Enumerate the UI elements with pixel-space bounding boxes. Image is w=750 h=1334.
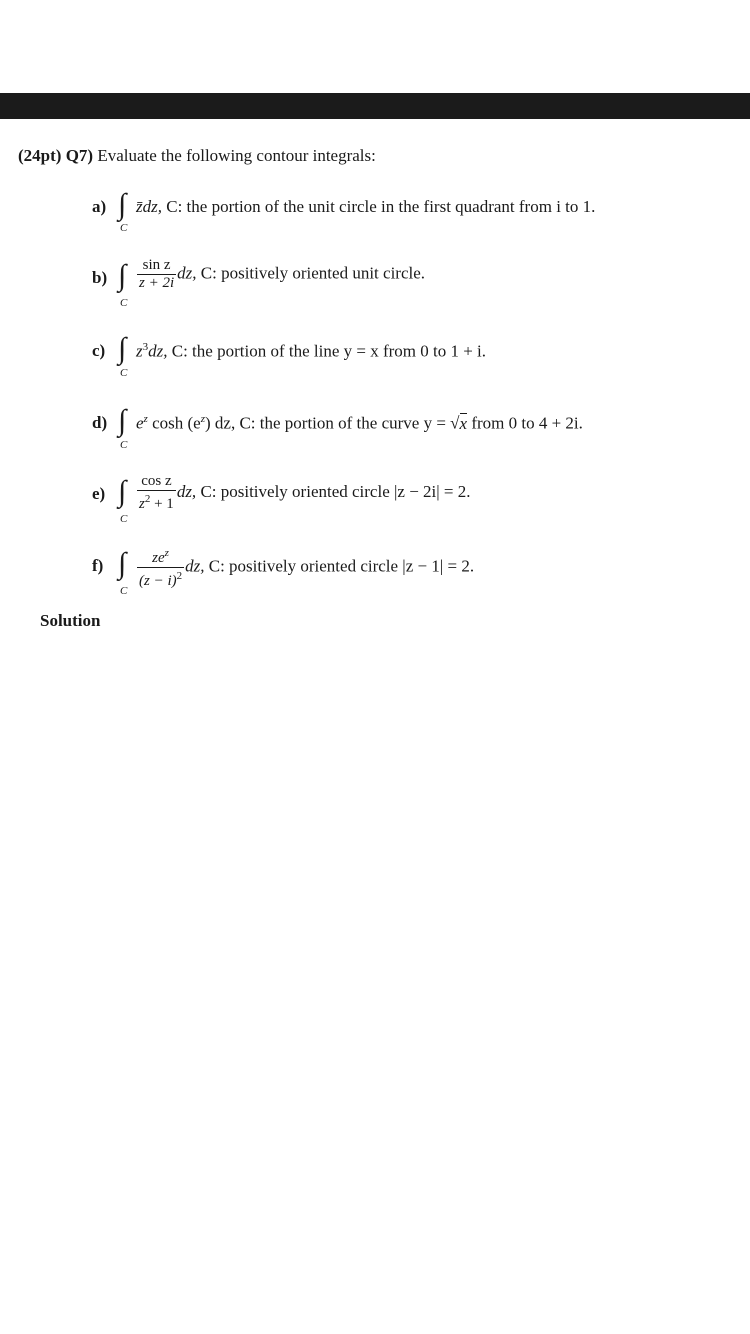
contour-subscript: C	[120, 585, 128, 597]
question-prompt: Evaluate the following contour integrals:	[97, 146, 376, 165]
numerator-exponent: z	[164, 547, 169, 559]
numerator	[137, 545, 184, 568]
item-label: a)	[92, 197, 107, 216]
integral-sign: ∫	[118, 332, 127, 365]
denominator-exponent: 2	[176, 570, 183, 582]
integrand-exponent: z	[143, 413, 148, 425]
differential: dz,	[185, 556, 205, 576]
denominator-rest: + 1	[150, 496, 174, 512]
contour-description-start: C: the portion of the curve y =	[239, 413, 446, 433]
integral-expression	[136, 545, 474, 590]
item-label: e)	[92, 484, 106, 503]
denominator-base: z	[139, 496, 145, 512]
contour-description: C: positively oriented circle |z − 2i| = 2.	[200, 481, 471, 501]
contour-subscript: C	[120, 513, 128, 525]
integral-sign: ∫	[118, 259, 127, 292]
contour-description: C: positively oriented circle |z − 1| = 2.	[208, 556, 475, 576]
sqrt-symbol: √	[450, 413, 460, 433]
denominator-exponent: 2	[144, 493, 151, 505]
integrand-tail: ) dz,	[204, 413, 236, 433]
numerator: sin z	[137, 257, 176, 275]
integral-expression	[136, 473, 471, 513]
integrand-rest: cosh (e	[152, 413, 201, 433]
fraction	[137, 257, 176, 292]
item-label: b)	[92, 268, 108, 287]
integral-expression	[136, 197, 595, 217]
integrand-base: z	[136, 341, 143, 361]
question-heading	[18, 146, 376, 166]
integrand-exponent: 3	[142, 341, 149, 353]
integral-expression	[136, 257, 425, 292]
integrand: z̄dz,	[136, 197, 162, 216]
integral-sign: ∫	[118, 404, 127, 437]
contour-description-end: from 0 to 4 + 2i.	[471, 413, 583, 433]
fraction	[137, 545, 184, 590]
fraction	[137, 473, 176, 513]
item-label: d)	[92, 413, 108, 432]
integral-expression	[136, 341, 486, 362]
contour-description: C: the portion of the unit circle in the first quadrant from i to 1.	[166, 197, 596, 216]
denominator-base: (z − i)	[139, 573, 177, 589]
contour-description: C: positively oriented unit circle.	[200, 263, 426, 283]
integral-expression	[136, 413, 583, 434]
contour-subscript: C	[120, 297, 128, 309]
contour-subscript: C	[120, 222, 128, 234]
denominator	[137, 568, 184, 590]
sqrt-argument: x	[459, 413, 468, 433]
item-label: c)	[92, 341, 106, 360]
top-bar	[0, 93, 750, 119]
integral-sign: ∫	[118, 475, 127, 508]
numerator: cos z	[137, 473, 176, 491]
integrand-rest-exponent: z	[200, 413, 205, 425]
question-points: (24pt) Q7)	[18, 146, 94, 165]
integral-sign: ∫	[118, 188, 127, 221]
differential: dz,	[177, 263, 197, 283]
denominator: z + 2i	[139, 275, 175, 291]
differential: dz,	[176, 481, 197, 501]
contour-description: C: the portion of the line y = x from 0 to 1 + i.	[171, 341, 487, 361]
contour-subscript: C	[120, 439, 128, 451]
denominator	[137, 491, 176, 513]
solution-heading: Solution	[40, 611, 101, 630]
integrand-base: e	[136, 413, 144, 433]
item-label: f)	[92, 556, 104, 575]
differential: dz,	[148, 341, 168, 361]
contour-subscript: C	[120, 367, 128, 379]
integral-sign: ∫	[118, 547, 127, 580]
numerator-base: ze	[152, 550, 165, 566]
